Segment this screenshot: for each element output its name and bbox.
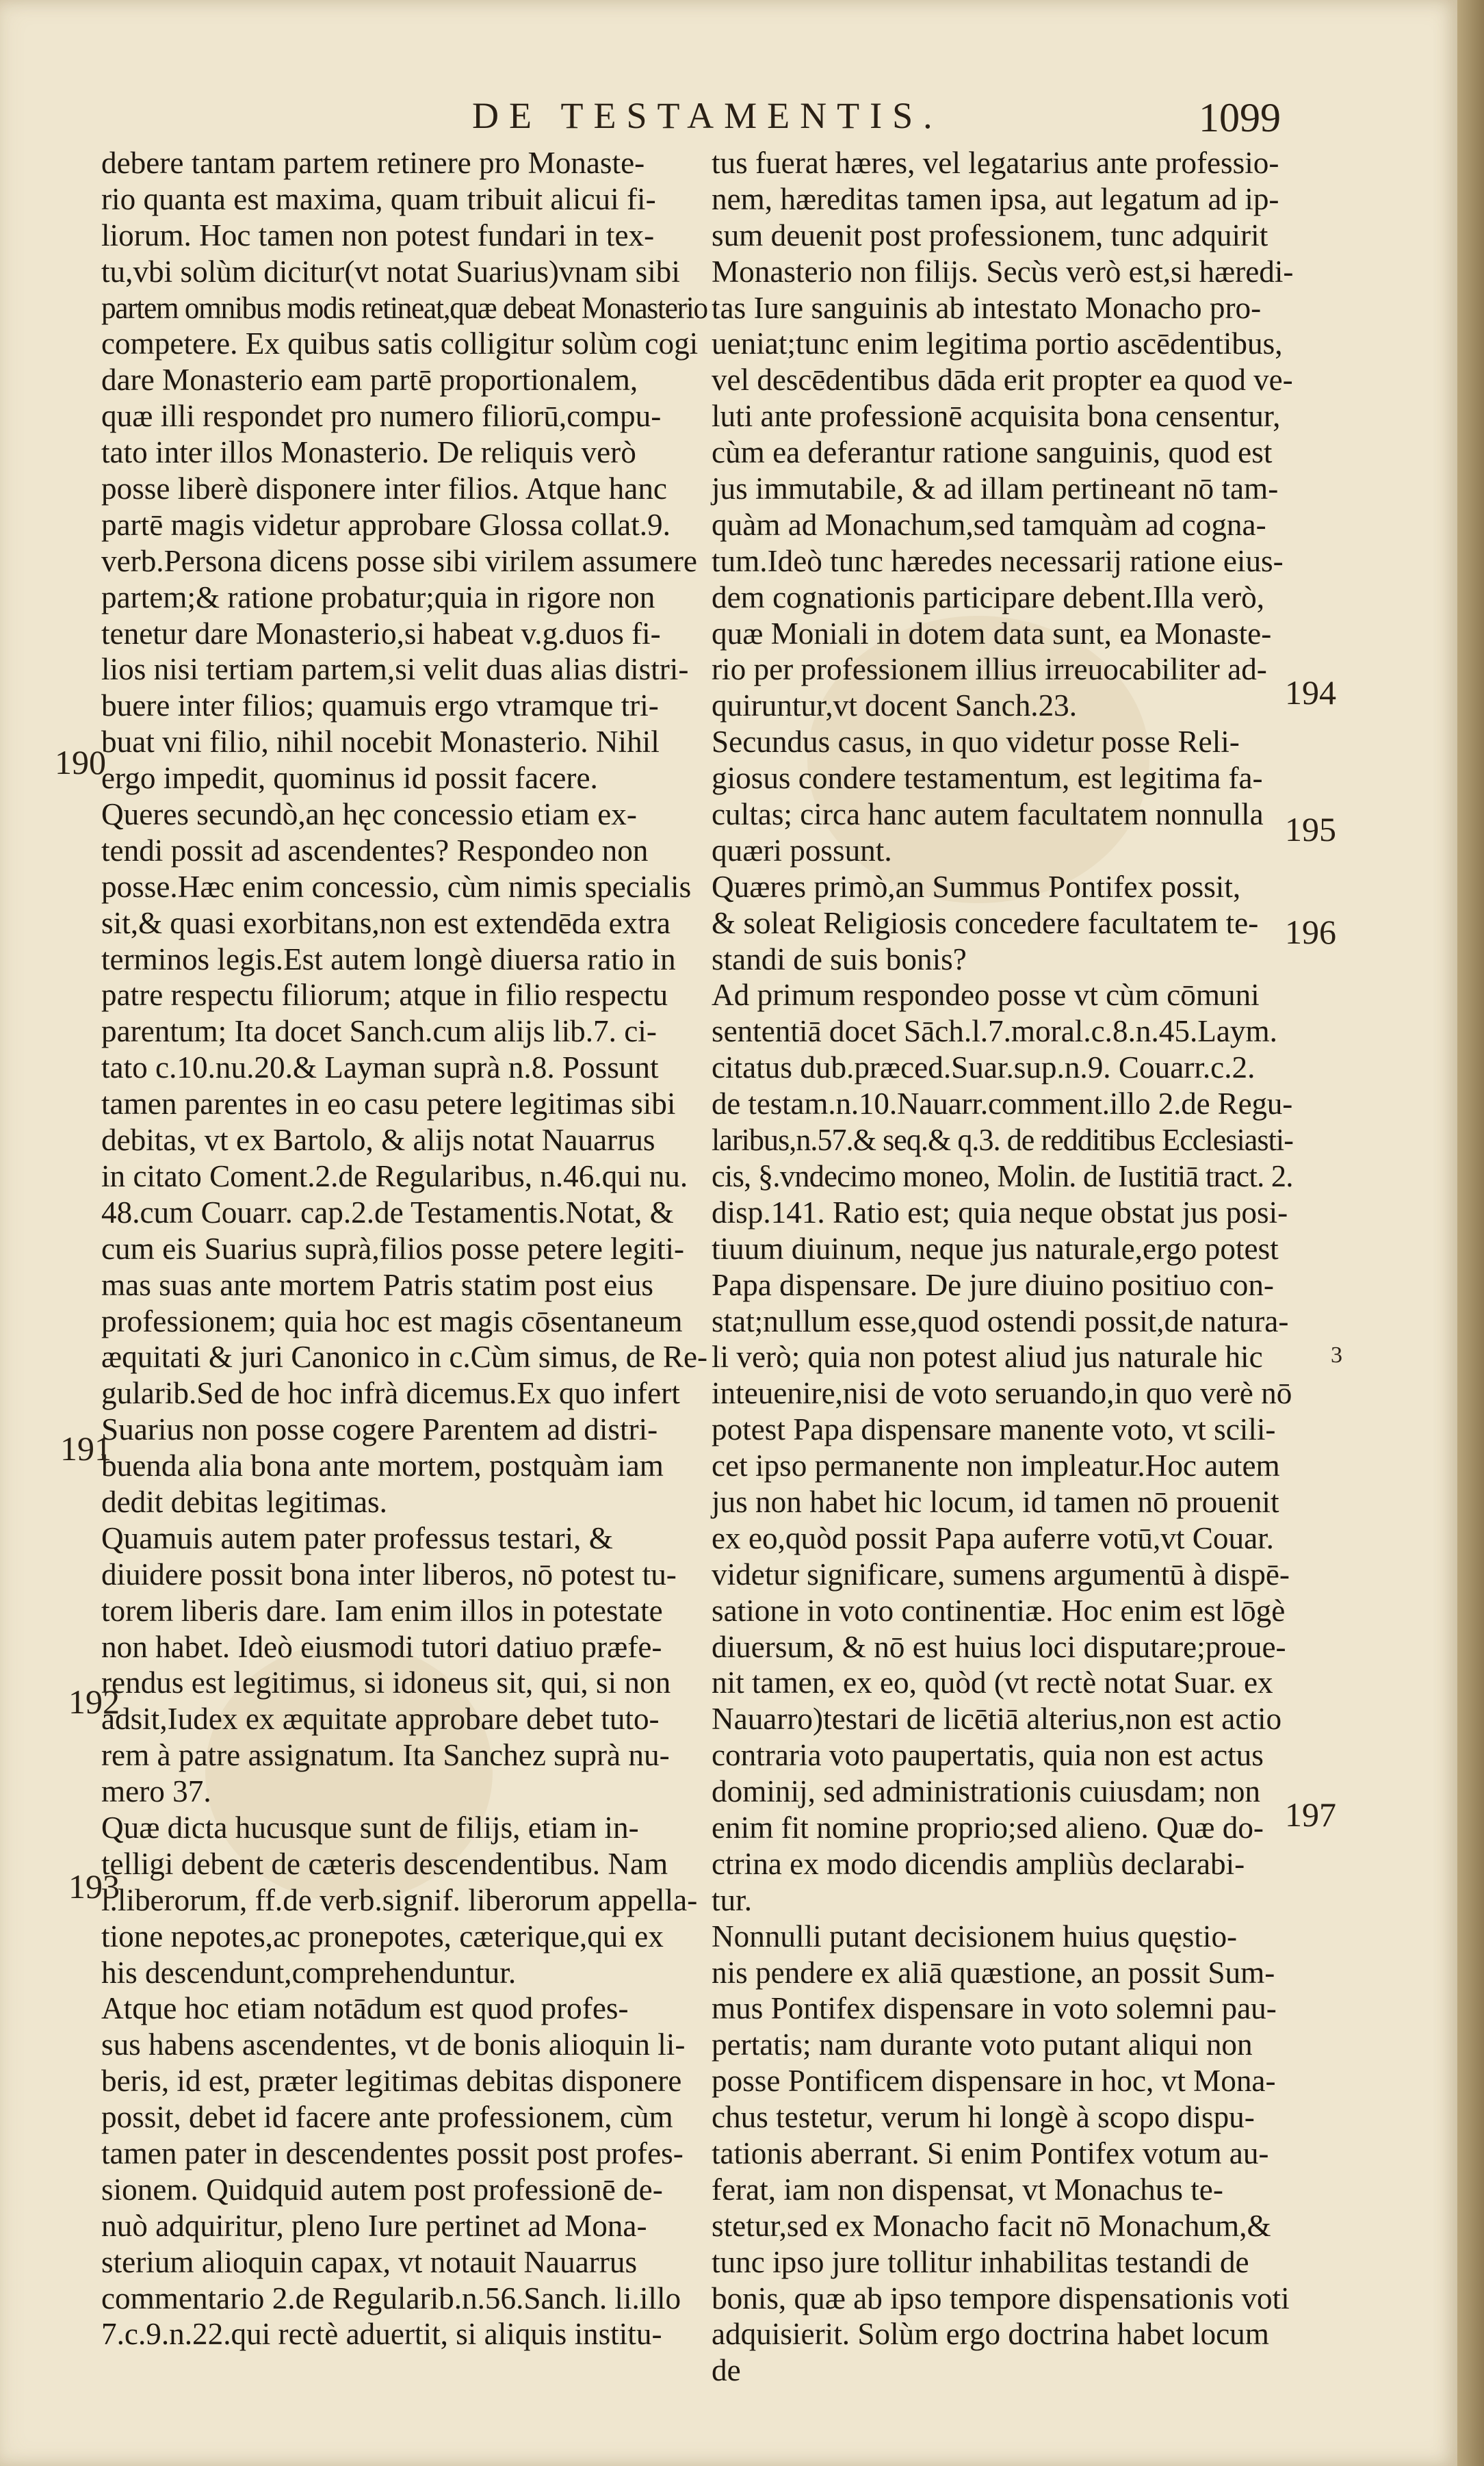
text-line: ergo impedit, quominus id possit facere. (101, 761, 598, 796)
text-line: pertatis; nam durante voto putant aliqui non (712, 2027, 1253, 2062)
text-line: rio quanta est maxima, quam tribuit alicui fi- (101, 181, 656, 216)
text-line: giosus condere testamentum, est legitima fa- (712, 761, 1263, 796)
text-line: tum.Ideò tunc hæredes necessarij ratione eius- (712, 543, 1284, 578)
text-line: posse liberè disponere inter filios. Atque hanc (101, 471, 667, 506)
text-line: quæ Moniali in dotem data sunt, ea Monaste- (712, 616, 1272, 651)
text-line: 7.c.9.n.22.qui rectè aduertit, si aliquis institu- (101, 2317, 662, 2352)
text-line: commentario 2.de Regularib.n.56.Sanch. li.illo (101, 2281, 681, 2315)
text-line: nit tamen, ex eo, quòd (vt rectè notat Suar. ex (712, 1665, 1273, 1700)
text-line: quàm ad Monachum,sed tamquàm ad cogna- (712, 507, 1266, 542)
running-head-title: DE TESTAMENTIS. (472, 95, 943, 136)
margin-number-194: 194 (1285, 673, 1336, 712)
text-line: nuò adquiritur, pleno Iure pertinet ad Mona- (101, 2208, 647, 2243)
text-line: Suarius non posse cogere Parentem ad distri- (101, 1412, 658, 1447)
text-line: rem à patre assignatum. Ita Sanchez suprà nu- (101, 1738, 670, 1773)
text-line: quæri possunt. (712, 833, 892, 868)
text-line: competere. Ex quibus satis colligitur solùm cogi (101, 326, 699, 361)
text-line: quiruntur,vt docent Sanch.23. (712, 688, 1078, 723)
text-line: posse.Hæc enim concessio, cùm nimis specialis (101, 869, 692, 904)
text-line: sterium alioquin capax, vt notauit Nauarrus (101, 2244, 638, 2279)
margin-number-197: 197 (1285, 1795, 1336, 1834)
text-line: Quamuis autem pater professus testari, & (101, 1520, 613, 1555)
text-line: parentum; Ita docet Sanch.cum alijs lib.7. ci- (101, 1014, 657, 1049)
page-edge (1457, 0, 1484, 2466)
text-line: disp.141. Ratio est; quia neque obstat jus posi- (712, 1195, 1288, 1230)
text-line: contraria voto paupertatis, quia non est actus (712, 1738, 1264, 1773)
text-line: tationis aberrant. Si enim Pontifex votum au- (712, 2136, 1269, 2170)
text-line: 48.cum Couarr. cap.2.de Testamentis.Notat, & (101, 1195, 674, 1230)
text-line: tiuum diuinum, neque jus naturale,ergo potest (712, 1231, 1279, 1266)
text-line: tenetur dare Monasterio,si habeat v.g.duos fi- (101, 616, 661, 651)
margin-number-191: 191 (60, 1429, 112, 1468)
text-line: mas suas ante mortem Patris statim post eius (101, 1267, 653, 1302)
text-line: sit,& quasi exorbitans,non est extendēda extra (101, 905, 671, 940)
text-line: enim fit nomine proprio;sed alieno. Quæ do- (712, 1810, 1264, 1845)
text-line: telligi debent de cæteris descendentibus. Nam (101, 1846, 668, 1881)
text-line: non habet. Ideò eiusmodi tutori datiuo præfe- (101, 1629, 662, 1664)
text-line: ferat, iam non dispensat, vt Monachus te- (712, 2172, 1223, 2207)
text-line: l.liberorum, ff.de verb.signif. liberorum appella- (101, 1882, 698, 1917)
text-line: debere tantam partem retinere pro Monaste- (101, 146, 645, 180)
text-line: professionem; quia hoc est magis cōsentaneum (101, 1303, 683, 1338)
text-line: sus habens ascendentes, vt de bonis alioquin li- (101, 2027, 686, 2062)
margin-number-193: 193 (68, 1867, 120, 1906)
text-line: Papa dispensare. De jure diuino positiuo con- (712, 1267, 1274, 1302)
margin-number-190: 190 (55, 743, 106, 781)
text-line: li verò; quia non potest aliud jus naturale hic (712, 1340, 1263, 1375)
text-line: tu,vbi solùm dicitur(vt notat Suarius)vnam sibi (101, 254, 680, 289)
text-line: his descendunt,comprehenduntur. (101, 1955, 517, 1990)
text-line: stat;nullum esse,quod ostendi possit,de natura- (712, 1303, 1289, 1338)
text-line: quæ illi respondet pro numero filiorū,compu- (101, 399, 662, 434)
text-line: laribus,n.57.& seq.& q.3. de redditibus Ecclesiasti- (712, 1123, 1293, 1158)
text-line: Nonnulli putant decisionem huius quęstio- (712, 1919, 1238, 1954)
text-line: nem, hæreditas tamen ipsa, aut legatum ad ip- (712, 181, 1279, 216)
text-line: tamen parentes in eo casu petere legitimas sibi (101, 1087, 676, 1121)
text-line: jus immutabile, & ad illam pertineant nō tam- (712, 471, 1279, 506)
text-line: adquisierit. Solùm ergo doctrina habet locum (712, 2317, 1269, 2352)
text-line: Queres secundò,an hęc concessio etiam ex- (101, 797, 637, 832)
text-line: Quæres primò,an Summus Pontifex possit, (712, 869, 1241, 904)
text-line: adsit,Iudex ex æquitate approbare debet tuto- (101, 1702, 660, 1737)
margin-mark: 3 (1331, 1342, 1342, 1368)
text-line: jus non habet hic locum, id tamen nō prouenit (712, 1484, 1279, 1519)
text-line: Nauarro)testari de licētiā alterius,non est actio (712, 1702, 1282, 1737)
text-line: buenda alia bona ante mortem, postquàm iam (101, 1449, 664, 1483)
text-line: rio per professionem illius irreuocabiliter ad- (712, 652, 1267, 687)
text-line: Ad primum respondeo posse vt cùm cōmuni (712, 978, 1260, 1013)
text-line: tamen pater in descendentes possit post profes- (101, 2136, 684, 2170)
text-line: tione nepotes,ac pronepotes, cæterique,qui ex (101, 1919, 664, 1954)
left-text-column (101, 145, 707, 2352)
text-line: tato c.10.nu.20.& Layman suprà n.8. Possunt (101, 1050, 659, 1085)
text-line: sententiā docet Sāch.l.7.moral.c.8.n.45.Laym. (712, 1014, 1277, 1049)
margin-number-192: 192 (68, 1683, 120, 1721)
text-line: buere inter filios; quamuis ergo vtramque tri- (101, 688, 659, 723)
text-line: terminos legis.Est autem longè diuersa ratio in (101, 942, 676, 976)
text-line: cis, §.vndecimo moneo, Molin. de Iustitiā tract. 2. (712, 1158, 1293, 1193)
text-line: chus testetur, verum hi longè à scopo dispu- (712, 2100, 1255, 2135)
text-line: tur. (712, 1882, 752, 1917)
text-line: citatus dub.præced.Suar.sup.n.9. Couarr.c.2. (712, 1050, 1255, 1085)
text-line: possit, debet id facere ante professionem, cùm (101, 2100, 673, 2135)
text-line: diuersum, & nō est huius loci disputare;proue- (712, 1629, 1286, 1664)
text-line: Atque hoc etiam notādum est quod profes- (101, 1991, 629, 2026)
text-line: æquitati & juri Canonico in c.Cùm simus, de Re- (101, 1340, 708, 1375)
text-line: videtur significare, sumens argumentū à dispē- (712, 1557, 1290, 1592)
text-line: dare Monasterio eam partē proportionalem, (101, 363, 638, 398)
text-line: tendi possit ad ascendentes? Respondeo non (101, 833, 649, 868)
text-line: mero 37. (101, 1774, 211, 1809)
text-line: nis pendere ex aliā quæstione, an possit Sum- (712, 1955, 1275, 1990)
text-line: dem cognationis participare debent.Illa verò, (712, 580, 1265, 614)
text-line: beris, id est, præter legitimas debitas disponere (101, 2064, 682, 2099)
text-line: luti ante professionē acquisita bona censentur, (712, 399, 1281, 434)
text-line: de (712, 2353, 741, 2388)
text-line: in citato Coment.2.de Regularibus, n.46.qui nu. (101, 1158, 688, 1193)
text-line: mus Pontifex dispensare in voto solemni pau- (712, 1991, 1277, 2026)
text-line: bonis, quæ ab ipso tempore dispensationis voti (712, 2281, 1290, 2315)
text-line: stetur,sed ex Monacho facit nō Monachum,& (712, 2208, 1271, 2243)
text-line: Secundus casus, in quo videtur posse Reli- (712, 725, 1240, 760)
text-line: satione in voto continentiæ. Hoc enim est lōgè (712, 1593, 1286, 1628)
text-line: ueniat;tunc enim legitima portio ascēdentibus, (712, 326, 1283, 361)
text-line: debitas, vt ex Bartolo, & alijs notat Nauarrus (101, 1123, 655, 1158)
text-line: partē magis videtur approbare Glossa collat.9. (101, 507, 671, 542)
text-line: buat vni filio, nihil nocebit Monasterio. Nihil (101, 725, 660, 760)
text-line: ex eo,quòd possit Papa auferre votū,vt Couar. (712, 1520, 1274, 1555)
text-line: tas Iure sanguinis ab intestato Monacho pro- (712, 290, 1262, 325)
margin-number-195: 195 (1285, 810, 1336, 848)
text-line: partem omnibus modis retineat,quæ debeat Monasterio (101, 290, 707, 325)
text-line: & soleat Religiosis concedere facultatem te- (712, 905, 1259, 940)
text-line: tunc ipso jure tollitur inhabilitas testandi de (712, 2244, 1249, 2279)
text-line: Monasterio non filijs. Secùs verò est,si hæredi- (712, 254, 1294, 289)
text-line: cultas; circa hanc autem facultatem nonnulla (712, 797, 1264, 832)
text-line: liorum. Hoc tamen non potest fundari in tex- (101, 218, 655, 252)
page-number: 1099 (1199, 95, 1281, 140)
text-line: Quæ dicta hucusque sunt de filijs, etiam in- (101, 1810, 639, 1845)
text-line: dedit debitas legitimas. (101, 1484, 387, 1519)
text-line: rendus est legitimus, si idoneus sit, qui, si non (101, 1665, 671, 1700)
text-line: sionem. Quidquid autem post professionē de- (101, 2172, 663, 2207)
text-line: diuidere possit bona inter liberos, nō potest tu- (101, 1557, 677, 1592)
text-line: tus fuerat hæres, vel legatarius ante professio- (712, 146, 1279, 180)
text-line: patre respectu filiorum; atque in filio respectu (101, 978, 668, 1013)
text-line: gularib.Sed de hoc infrà dicemus.Ex quo infert (101, 1376, 680, 1411)
text-line: torem liberis dare. Iam enim illos in potestate (101, 1593, 663, 1628)
text-line: de testam.n.10.Nauarr.comment.illo 2.de Regu- (712, 1087, 1293, 1121)
text-line: tato inter illos Monasterio. De reliquis verò (101, 435, 636, 470)
margin-number-196: 196 (1285, 913, 1336, 951)
text-line: verb.Persona dicens posse sibi virilem assumere (101, 543, 697, 578)
text-line: partem;& ratione probatur;quia in rigore non (101, 580, 655, 614)
text-line: standi de suis bonis? (712, 942, 967, 976)
text-line: potest Papa dispensare manente voto, vt scili- (712, 1412, 1276, 1447)
text-line: cum eis Suarius suprà,filios posse petere legiti- (101, 1231, 685, 1266)
text-line: ctrina ex modo dicendis ampliùs declarabi- (712, 1846, 1245, 1881)
text-line: cùm ea deferantur ratione sanguinis, quod est (712, 435, 1273, 470)
text-line: dominij, sed administrationis cuiusdam; non (712, 1774, 1261, 1809)
text-line: inteuenire,nisi de voto seruando,in quo verè nō (712, 1376, 1292, 1411)
text-line: cet ipso permanente non impleatur.Hoc autem (712, 1449, 1280, 1483)
text-line: posse Pontificem dispensare in hoc, vt Mona- (712, 2064, 1276, 2099)
right-text-column (712, 145, 1293, 2389)
text-line: vel descēdentibus dāda erit propter ea quod ve- (712, 363, 1293, 398)
text-line: sum deuenit post professionem, tunc adquirit (712, 218, 1268, 252)
text-line: lios nisi tertiam partem,si velit duas alias distri- (101, 652, 689, 687)
